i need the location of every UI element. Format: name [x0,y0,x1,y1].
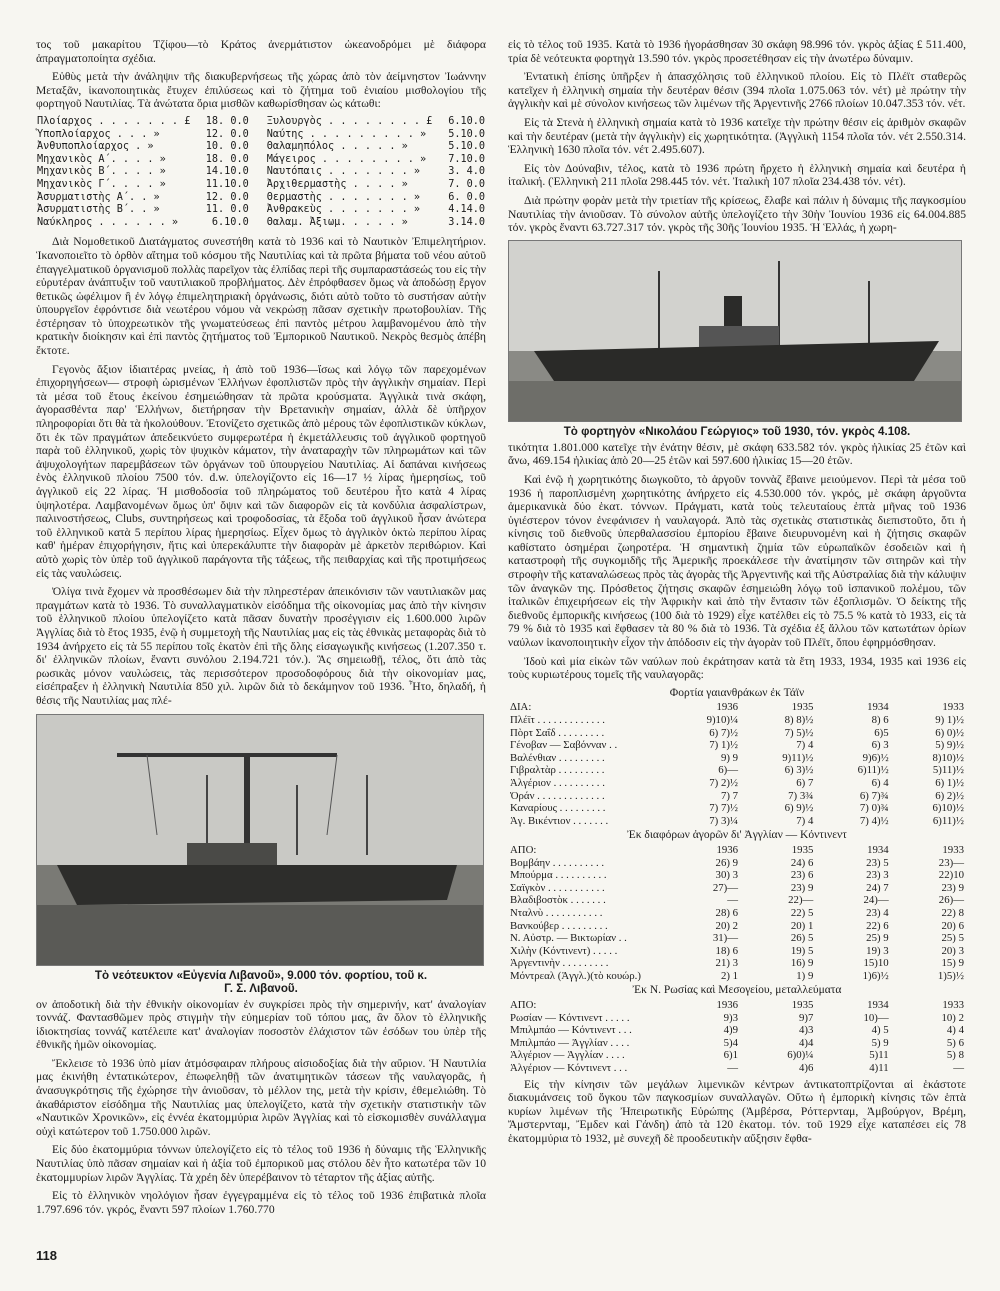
page-number: 118 [36,1248,57,1263]
wage-role: Μηχανικὸς Γ΄. . . . » [37,178,166,190]
rate-row [508,1037,966,1050]
photo-eugenia-livanou [36,714,484,966]
rate-value: 9)6)½ [862,751,889,764]
rate-route: Βανκούβερ . . . . . . . . . [510,919,608,932]
paragraph: Ἔκλεισε τὸ 1936 ὑπὸ μίαν ἀτμόσφαιραν πλήρους αἰσιοδοξίας διὰ τὴν αὔριον. Ἡ Ναυτιλία μας ἐκινήθη ἐντατικώτερον, ἐπωφεληθῇ τῶν ἀνατιμητικῶν τάσεων τῆς ναυλαγορᾶς, ἡ ἀνασυγκρότησις τῆς ἐχώρησε τὴν ἀνιοῦσαν, τὸ μέλλον της, μετὰ τὴν κρίσιν, ἐθεμελιώθη. Τὸ ἀκαθάριστον εἰσόδημα τῆς Ναυτιλίας μας ὑπελογίζετο, κατὰ τὴν σχετικὴν στατιστικὴν τῶν «Ναυτικῶν Χρονικῶν», εἰς ἐννέα ἑκατομμύρια λιρῶν Ἀγγλίας καὶ τὸ εἰσκομισθὲν συνάλλαγμα οὐχὶ κατώτερον τοῦ 1.750.000 λιρῶν. [36,1056,486,1138]
rate-value: 5) 8 [946,1049,964,1062]
year-header: 1935 [791,999,814,1012]
wage-role: Μηχανικὸς Β΄. . . . » [37,166,166,178]
rate-value: 23) 6 [790,869,814,882]
rate-value: 1) 9 [796,969,814,982]
year-header: 1933 [942,999,964,1012]
rate-value: 9)11)½ [782,751,814,764]
rate-route: Ὀράν . . . . . . . . . . . . . [510,789,605,802]
ore-rates-table [508,999,966,1075]
paragraph: Εἰς τὰ Στενὰ ἡ ἑλληνικὴ σημαία κατὰ τὸ 1936 κατεῖχε τὴν πρώτην θέσιν εἰς ἀριθμὸν σκαφῶν καὶ τὴν δευτέραν (μετὰ τὴν ἀγγλικὴν) εἰς χωρητικότητα. (Ἀγγλικὴ 1154 πλοῖα τόν. νέτ 2.550.314. Ἑλληνικὴ 1630 πλοῖα τόν. νέτ 2.495.607). [508,115,966,157]
rate-value: 7) 4)½ [859,814,889,827]
rate-value: 4)6 [798,1062,814,1075]
rate-value: 7) 3)¼ [709,814,739,827]
paragraph: Εἰς τὸ ἑλληνικὸν νηολόγιον ἦσαν ἐγγεγραμμένα εἰς τὸ τέλος τοῦ 1936 ἐπιβατικὰ πλοῖα 1.797.696 τόν. γκρός, ἔναντι 597 πλοίων 1.760.770 [36,1189,486,1216]
rate-value: 6) 0)½ [935,726,964,739]
paragraph: τικότητα 1.801.000 κατεῖχε τὴν ἐνάτην θέσιν, μὲ σκάφη 633.582 τόν. γκρὸς ἡλικίας 25 ἐτῶν καὶ ἄνω, 469.154 ἡλικίας ἀπὸ 20—25 ἐτῶν καὶ 597.600 ἡλικίας 15—20 ἐτῶν. [508,440,966,468]
rate-value: 19) 5 [790,944,814,957]
rate-value: 7) 7)½ [709,802,739,815]
rate-row [508,752,966,765]
rate-route: Ἀγ. Βικέντιον . . . . . . . [510,814,609,827]
rate-route: Γιβραλτὰρ . . . . . . . . . [510,764,605,777]
wage-row [36,116,486,129]
rate-value: 10)— [863,1011,889,1024]
rate-value: 6)1 [723,1049,739,1062]
rates-section-title: Ἐκ Ν. Ρωσίας καὶ Μεσογείου, μεταλλεύματα [632,984,842,997]
wage-role: Πλοίαρχος . . . . . . . £ [37,115,191,127]
rate-value: 7) 2)½ [709,776,739,789]
rate-row [508,815,966,828]
rate-route: Μόντρεαλ (Ἀγγλ.)(τὸ κουώρ.) [510,969,641,982]
wage-amount: 3.14.0 [448,216,485,228]
paragraph: ον ἀποδοτικὴ διὰ τὴν ἐθνικὴν οἰκονομίαν ἐν συγκρίσει πρὸς τὴν σημερινήν, κατ' ἀναλογίαν τοννάζ. Φαντασθῶμεν πρὸς στιγμὴν τὴν εὐημερίαν τοῦ τόπου μας, ἂν ὅλον τὸ ἑλληνικῆς ἰδιοκτησίας τοννάζ κατέλειπε κατ' ἀναλογίαν ποσοστὸν ἐλάχιστον τῶν ἐσόδων του ὑπὲρ τῆς ἐθνικῆς ἡμῶν οἰκονομίας. [36,997,486,1052]
rate-route: Χιλὴν (Κόντινεντ) . . . . . [510,944,618,957]
wage-amount: 10. 0.0 [205,141,249,153]
rate-value: 6) 7 [796,776,814,789]
rates-head-label: ΑΠΟ: [510,999,537,1012]
rate-route: Πλέϊτ . . . . . . . . . . . . . [510,714,605,726]
paragraph: Εἰς δύο ἑκατομμύρια τόννων ὑπελογίζετο εἰς τὸ τέλος τοῦ 1936 ἡ δύναμις τῆς Ἑλληνικῆς Ναυτιλίας ὑπὸ πᾶσαν σημαίαν καὶ ἡ ἀξία τοῦ ἐμπορικοῦ μας στόλου δὲν ἦτο κατωτέρα τῶν 10 ἑκατομμυρίων λιρῶν Ἀγγλίας. Τὰ χρέη δὲν ὑπερέβαινον τὸ τέταρτον τῆς ἀξίας αὐτῆς. [36,1143,486,1184]
rate-value: 20) 1 [790,919,814,932]
year-header: 1936 [716,701,739,714]
photo-caption: Τὸ φορτηγὸν «Νικολάου Γεώργιος» τοῦ 1930, τόν. γκρὸς 4.108. [563,424,911,438]
year-header: 1935 [791,701,814,714]
rate-row [508,777,966,790]
rates-head-label: ΔΙΑ: [510,701,532,714]
rate-value: 30) 3 [715,869,739,882]
rate-value: 26) 9 [715,856,739,869]
rate-value: 9)7 [798,1011,814,1024]
rates-head-label: ΑΠΟ: [510,843,537,856]
rate-value: 9)3 [723,1011,739,1024]
rate-value: 23) 5 [866,856,889,869]
rate-route: Βομβάην . . . . . . . . . . [510,856,605,869]
rate-row [508,1012,966,1025]
rate-row [508,1024,966,1037]
rate-value: 4)9 [723,1024,739,1037]
rate-route: Ν. Αὐστρ. — Βικτωρίαν . . [510,932,627,945]
rate-value: 6) 2)½ [935,789,964,802]
rate-value: 6)11)½ [857,764,889,777]
rate-value: 23) 4 [866,906,889,919]
rate-value: 7) 4 [796,814,814,827]
year-header: 1933 [942,843,964,856]
left-column [36,38,486,1221]
rate-value: 10) 2 [941,1011,964,1024]
rate-route: Μπούρμα . . . . . . . . . . [510,869,607,882]
rate-value: 7) 0)¾ [859,802,889,815]
year-header: 1934 [867,843,889,856]
rate-value: 22)10 [938,869,964,882]
rate-value: — [727,1062,739,1075]
rate-value: 27)— [712,881,739,894]
rate-value: 5) 9)½ [935,739,964,752]
rate-value: 4)4 [798,1036,814,1049]
wage-role: Ἀνθρακεὺς . . . . . . . » [266,204,421,216]
paragraph: Εὐθὺς μετὰ τὴν ἀνάληψιν τῆς διακυβερνήσεως τῆς χώρας ἀπὸ τὸν ἀείμνηστον Ἰωάννην Μεταξᾶν, ἱκανοποιητικὰς ἔτυχεν ἐπιλύσεως καὶ τὸ ζήτημα τοῦ ἑνιαίου μισθολογίου τῆς φορτηγοῦ Ναυτιλίας. Τὰ ἀνώτατα ὅρια μισθῶν καθωρίσθησαν ὡς κάτωθι: [36,70,486,111]
wage-role: Ἀνθυποπλοίαρχος . » [37,141,154,153]
rate-value: 5) 6 [946,1036,964,1049]
rate-value: 6) 7)½ [709,726,739,739]
rate-row [508,1062,966,1075]
wage-amount: 18. 0.0 [205,153,249,165]
rate-route: Ἀλγέριον — Ἀγγλίαν . . . . [510,1049,625,1062]
rate-row [508,970,966,983]
rate-value: 23) 9 [941,881,964,894]
rate-route: Πὸρτ Σαΐδ . . . . . . . . . [510,726,605,739]
wage-amount: 12. 0.0 [205,191,249,203]
rate-value: 15)10 [863,957,889,970]
rate-route: Μπιλμπάο — Κόντινεντ . . . [510,1024,632,1037]
rate-value: 25) 9 [866,932,889,945]
rate-value: 7) 4 [796,739,814,752]
rate-row [508,907,966,920]
wage-row [36,166,486,179]
wage-row [36,192,486,205]
rate-value: 6)5 [874,726,889,739]
year-header: 1933 [942,701,964,714]
cargo-ship-image [509,241,961,421]
wage-role: Ναύκληρος . . . . . . » [37,216,179,228]
rate-route: Ρωσίαν — Κόντινεντ . . . . . [510,1011,630,1024]
rate-route: Καναρίους . . . . . . . . . [510,802,606,815]
wage-row [36,154,486,167]
rate-value: 15) 9 [941,957,964,970]
rate-value: 19) 3 [866,944,889,957]
wage-amount: 7.10.0 [448,153,485,165]
rate-value: — [727,894,739,907]
rate-value: 5)4 [723,1036,739,1049]
wage-amount: 6.10.0 [211,216,249,228]
rate-value: 2) 1 [720,969,739,982]
rate-route: Νταλνὺ . . . . . . . . . . . [510,906,603,919]
rate-value: 22) 8 [941,906,964,919]
rate-value: 24) 7 [866,881,889,894]
paragraph: Ὀλίγα τινὰ ἔχομεν νὰ προσθέσωμεν διὰ τὴν πληρεστέραν ἀπεικόνισιν τῶν ναυτιλιακῶν μας πραγμάτων κατὰ τὸ 1936. Τὸ συναλλαγματικὸν εἰσόδημα τῆς οἰκονομίας μας ἀπὸ τὴν κίνησιν τοῦ ἑλληνικοῦ πλοίου ὑπελογίζετο κατὰ πᾶσαν δυνατὴν προσέγγισιν εἰς 1.600.000 λιρῶν Ἀγγλίας διὰ τὸ ἔτος 1935, ἐνῷ ἡ συμμετοχὴ τῆς Ναυτιλίας μας εἰς τὰς ἐθνικὰς μεταφορὰς διὰ τὸ 1934 ἀνήρχετο εἰς τὰ 55 περίπου τοῖς ἑκατὸν ἐπὶ τῆς ὅλης εἰσαγωγικῆς κινήσεως (1.207.350 τ. δι' ἑλληνικῶν πλοίων, ἔναντι συνόλου 2.194.721 τόν.). Ἃς σημειωθῇ, τέλος, ὅτι ἀπὸ τὰς ρωσικὰς μόνον ναυλώσεις, τὰς περισσότερον προσοδοφόρους διὰ τὴν οἰκονομίαν μας, εἰσέπραξεν ἡ ἑλληνικὴ Ναυτιλία 850 χιλ. λιρῶν διὰ τὸ δεκάμηνον τοῦ 1936. Ἦτο, δηλαδή, ἡ θέσις τῆς Ναυτιλίας μας πλέ- [36,585,486,707]
rate-row [508,920,966,933]
year-header: 1934 [867,701,889,714]
rate-value: 7) 7 [720,789,739,802]
wage-amount: 6.10.0 [448,115,485,127]
rate-value: 7) 3¾ [788,789,814,802]
wage-amount: 6. 0.0 [448,191,485,203]
rate-route: Βλαδιβοστὸκ . . . . . . . [510,894,606,907]
rate-value: 6)11)½ [932,814,964,827]
rate-value: 4)3 [798,1024,814,1037]
rate-value: 23) 3 [866,869,889,882]
paragraph: εἰς τὸ τέλος τοῦ 1935. Κατὰ τὸ 1936 ἠγοράσθησαν 30 σκάφη 98.996 τόν. γκρὸς ἀξίας £ 511.400, τρία δὲ νεότευκτα φορτηγὰ 13.590 τόν. γκρὸς προσετέθησαν εἰς τὴν ἀνωτέρω δύναμιν. [508,38,966,65]
wage-amount: 12. 0.0 [205,128,249,140]
rate-route: Ἀργεντινὴν . . . . . . . . . [510,957,609,970]
rate-value: 4) 4 [946,1024,964,1037]
rate-value: 1)6)½ [862,969,889,982]
wage-role: Ξυλουργὸς . . . . . . . . £ [266,115,433,127]
rate-value: 6) 3 [871,739,889,752]
rate-value: 6) 7)¾ [859,789,889,802]
rate-value: 6)10)½ [932,802,964,815]
rate-row [508,857,966,870]
coal-rates-table [508,701,966,827]
wage-role: Μάγειρος . . . . . . . . » [266,153,427,165]
rate-value: 9) 1)½ [935,714,964,726]
rate-value: 6)0)¼ [787,1049,814,1062]
rate-route: Βαλένθιαν . . . . . . . . . [510,751,605,764]
wage-amount: 5.10.0 [448,128,485,140]
rate-value: 8) 8)½ [784,714,814,726]
wage-row [36,129,486,142]
rate-value: 24)— [863,894,889,907]
rate-value: 6) 9)½ [784,802,814,815]
rate-row [508,714,966,727]
rate-value: 9)10)¼ [706,714,739,726]
rate-row [508,802,966,815]
wage-row [36,217,486,230]
rate-value: 5)11 [869,1049,889,1062]
wage-role: Θαλαμ. Ἀξιωμ. . . . . » [266,216,408,228]
rate-value: 28) 6 [715,906,739,919]
wage-amount: 5.10.0 [448,141,485,153]
wage-role: Ἀρχιθερμαστὴς . . . . » [266,178,408,190]
year-header: 1936 [716,843,739,856]
various-rates-table [508,844,966,983]
rates-section-title: Ἐκ διαφόρων ἀγορῶν δι' Ἀγγλίαν — Κόντινεντ [627,829,847,842]
photo-nikolaou-georgios [508,240,962,422]
wage-amount: 14.10.0 [205,166,249,178]
rate-value: 4)11 [869,1062,889,1075]
paragraph: Εἰς τὸν Δούναβιν, τέλος, κατὰ τὸ 1936 πρώτη ἤρχετο ἡ ἑλληνικὴ σημαία καὶ δευτέρα ἡ ἰταλική. (Ἑλληνικὴ 211 πλοῖα 298.445 τόν. νέτ. Ἰταλικὴ 107 πλοῖα 234.438 τόν. νέτ). [508,161,966,189]
rate-value: 20) 2 [715,919,739,932]
rate-value: 25) 5 [941,932,964,945]
wage-role: Μηχανικὸς Α΄. . . . » [37,153,166,165]
rate-row [508,882,966,895]
rate-row [508,894,966,907]
rate-value: 7) 1)½ [709,739,739,752]
wage-role: Ὑποπλοίαρχος . . . » [37,128,160,140]
wage-amount: 11.10.0 [205,178,249,190]
rate-value: 22)— [788,894,814,907]
wage-role: Θαλαμηπόλος . . . . . » [266,141,408,153]
wage-row [36,141,486,154]
rate-value: — [953,1062,964,1075]
year-header: 1936 [716,999,739,1012]
paragraph: τος τοῦ μακαρίτου Τζίφου—τὸ Κράτος ἀνερμάτιστον ὠκεανοδρόμει μὲ διάφορα ἀπραγματοποίητα σχέδια. [36,38,486,65]
paragraph: Διὰ πρώτην φορὰν μετὰ τὴν τριετίαν τῆς κρίσεως, ἔλαβε καὶ πάλιν ἡ δύναμις τῆς παγκοσμίου Ναυτιλίας τὴν ἀνιοῦσαν. Τὸ σύνολον αὐτῆς ὑπελογίζετο τὴν 30ὴν Ἰουνίου 1936 εἰς 64.004.885 τόν. γκρὸς ἔναντι 63.727.317 τόν. γκρὸς τῆς 30ῆς Ἰουνίου 1935. Ἡ Ἑλλάς, ἡ χωρη- [508,193,966,235]
wage-amount: 11. 0.0 [205,204,249,216]
wage-role: Ἀσυρματιστὴς Β΄. . » [37,204,160,216]
rate-value: 21) 3 [715,957,739,970]
rate-row [508,739,966,752]
rate-row [508,1049,966,1062]
rate-value: 26)— [938,894,964,907]
year-header: 1935 [791,843,814,856]
photo-caption: Τὸ νεότευκτον «Εὐγενία Λιβανοῦ», 9.000 τόν. φορτίου, τοῦ κ. Γ. Σ. Λιβανοῦ. [94,968,428,995]
rate-value: 18) 6 [715,944,739,957]
paragraph: Εἰς τὴν κίνησιν τῶν μεγάλων λιμενικῶν κέντρων ἀντικατοπτρίζονται αἱ ἑκάστοτε διακυμάνσεις τοῦ ὄγκου τῶν παγκοσμίων συναλλαγῶν. Οὕτω ἡ ἐμπορικὴ κίνησις τῶν ἑπτὰ κυρίων λιμένων τῆς Ἠπειρωτικῆς Εὐρώπης (Ἀμβέρσα, Ρόττερνταμ, Ἀμβούργον, Βρέμη, Ἄμστερνταμ, Ἔμδεν καὶ Γάνδη) ἀπὸ τὰ 120 ἑκατομ. τόν. τοῦ 1929 εἶχε καταπέσει εἰς 78 ἑκατομμύρια τὸ 1932, μὲ συνεχῆ δὲ προοδευτικὴν αὔξησιν ἔφθα- [508,1077,966,1145]
right-column [508,38,966,1151]
rate-row [508,869,966,882]
paragraph: Ἰδοὺ καὶ μία εἰκὼν τῶν ναύλων ποὺ ἐκράτησαν κατὰ τὰ ἔτη 1933, 1934, 1935 καὶ 1936 εἰς τοὺς κυριωτέρους τομεῖς τῆς ναυλαγορᾶς: [508,654,966,682]
rates-section-title: Φορτία γαιανθράκων ἐκ Τάϊν [669,686,805,699]
rate-route: Μπιλμπάο — Ἀγγλίαν . . . . [510,1036,630,1049]
rate-row [508,764,966,777]
rate-value: 23) 9 [790,881,814,894]
rate-value: 16) 9 [790,957,814,970]
rate-route: Ἀλγέριον . . . . . . . . . . [510,776,605,789]
paragraph: Ἐντατικὴ ἐπίσης ὑπῆρξεν ἡ ἀπασχόλησις τοῦ ἑλληνικοῦ πλοίου. Εἰς τὸ Πλέϊτ σταθερῶς κατεῖχεν ἡ ἑλληνικὴ σημαία τὴν δευτέραν θέσιν (394 πλοῖα 1.075.063 τόν. νέτ) μὲ πρώτην τὴν ἀγγλικὴν καὶ μὲ σύνολον κινήσεως τῶν λιμένων τῆς Ἀργεντινῆς 2766 πλοίων 10.047.353 τόν. νέτ. [508,70,966,111]
rate-value: 5)11)½ [932,764,964,777]
rate-value: 20) 3 [941,944,964,957]
wage-row [36,204,486,217]
rate-row [508,790,966,803]
rate-value: 8)10)½ [932,751,964,764]
rate-value: 9) 9 [720,751,739,764]
rate-value: 26) 5 [790,932,814,945]
rate-value: 6)— [718,764,739,777]
rate-value: 1)5)½ [937,969,964,982]
year-header: 1934 [867,999,889,1012]
wage-role: Ἀσυρματιστὴς Α΄. . » [37,191,160,203]
rate-value: 4) 5 [871,1024,889,1037]
rate-value: 31)— [712,932,739,945]
wage-amount: 7. 0.0 [448,178,485,190]
rate-route: Σαϊγκὸν . . . . . . . . . . . [510,881,605,894]
rate-value: 22) 6 [866,919,889,932]
rate-row [508,945,966,958]
wage-role: Ναυτόπαις . . . . . . . » [266,166,421,178]
wages-table [36,116,486,229]
rate-route: Γένοβαν — Σαβόνναν . . [510,739,618,752]
rate-value: 23)— [938,856,964,869]
rate-value: 6) 4 [871,776,889,789]
wage-role: Θερμαστὴς . . . . . . . » [266,191,421,203]
rate-row [508,957,966,970]
wage-role: Ναύτης . . . . . . . . . » [266,128,427,140]
rate-row [508,727,966,740]
paragraph: Γεγονὸς ἄξιον ἰδιαιτέρας μνείας, ἡ ἀπὸ τοῦ 1936—ἴσως καὶ λόγῳ τῶν παρεχομένων ἐπιχορηγήσεων— στροφὴ ὡρισμένων Ἑλλήνων ἐφοπλιστῶν πρὸς τὴν ἀγγλικὴν σημαίαν. Περὶ τὰ μέσα τοῦ ἔτους ἐκείνου ἐσημειώθησαν τὰ πρῶτα κρούσματα. Ἀγγλικὰ τινὰ σκάφη, ἀγορασθέντα παρ' Ἑλλήνων, διετήρησαν τὴν Βρετανικὴν σημαίαν, ἀλλὰ δὲ ὑπῆρχον πληροφορίαι ὅτι θὰ τὰ ἠκολούθουν. Ἐτονίζετο σχετικῶς ἀπὸ μέρους τῶν ἐφοπλιστικῶν κύκλων, ὅτι ἐκ τῶν πραγμάτων ἀπεδεικνύετο συμφερωτέρα ἡ ἐκμετάλλευσις τοῦ ἀγγλικοῦ φορτηγοῦ παρὰ τοῦ ἑλληνικοῦ, χωρὶς τὸν ψυχικὸν κάματον, τὴν ἀναταραχὴν τῶν πληρωμάτων καὶ τῶν ἀψυχολογήτων παρεμβάσεων τῶν ὀργάνων τοῦ ὑπουργείου Ναυτιλίας. Αἱ δαπάναι κινήσεως ἑνὸς ἑλληνικοῦ πλοίου 7500 τόν. d.w. ὑπελογίζοντο εἰς 16—17 ½ λίρας ἡμερησίως, τοῦ ἀγγλικοῦ εἰς 22 λίρας. Ἡ μισθοδοσία τοῦ πληρώματος τοῦ δευτέρου ἦτο κατὰ 4 λίρας ὑψηλοτέρα. Λαμβανομένων ὅμως ὑπ' ὄψιν καὶ τῶν διαφορῶν εἰς τὰ κονδύλια ἀσφαλίστρων, παλινοστήσεως, Clubs, συντηρήσεως καὶ τροφοδοσίας, τὰ ἔξοδα τοῦ ἀγγλικοῦ ἦσαν ἀνώτερα τοῦ ἑλληνικοῦ κατὰ 5 περίπου λίρας ἡμερησίως. Εἶχεν ὅμως τὸ ἀγγλικὸν ὀκτὼ περίπου λίρας καθ' ἡμέραν ἐπιχορήγησιν, ἥτις καὶ ὑπερεκάλυπτε τὴν διαφορὰν μὲ ἀρκετὸν περιθώριον. Καὶ αὐτὸ χωρὶς τὸν ὑπὲρ τοῦ ἀγγλικοῦ παράγοντα τῆς τάξεως, τῆς πειθαρχίας καὶ τῆς προτιμήσεως εἰς τὰς ναυλώσεις. [36,362,486,580]
rate-value: 24) 6 [790,856,814,869]
rate-value: 5) 9 [871,1036,889,1049]
rate-route: Ἀλγέριον — Κόντινεντ . . . [510,1062,628,1075]
wage-amount: 3. 4.0 [448,166,485,178]
paragraph: Καὶ ἐνῷ ἡ χωρητικότης διωγκοῦτο, τὸ ἀργοῦν τοννὰζ ἔβαινε μειούμενον. Περὶ τὰ μέσα τοῦ 1936 ἡ παροπλισμένη χωρητικότης ἀνήρχετο εἰς 4.530.000 τόν. γκρός, μὲ σκάφη ἀργοῦντα ἀμερικανικὰ δύο ἑκατ. τόννων. Πράγματι, κατὰ τοὺς τελευταίους ἑπτὰ μῆνας τοῦ 1936 ὑγιέστερον τόνον ἐνεφάνισεν ἡ ναυλαγορά. Ἀπὸ τὰς σχετικὰς στατιστικὰς διεπιστοῦτο, ὅτι ἡ κίνησις τοῦ διεθνοῦς ὑπερθαλασσίου ἐμπορίου ἔβαινε διευρυνομένη καὶ ἡ ζήτησις σκαφῶν καθίστατο ὀσημέραι ζωηροτέρα. Ἡ σημαντικὴ ζημία τῶν εὐρωπαϊκῶν ἐσοδειῶν καὶ ἡ καταστροφὴ τῆς συγκομιδῆς τῆς Ἀμερικῆς προεκάλεσε τὴν ἀνατίμησιν τῶν σιτηρῶν καὶ τὴν στροφὴν τῆς καταναλώσεως πρὸς τὰς ἀγορὰς τῆς Ἀργεντινῆς καὶ τῆς Αὐστραλίας διὰ τὴν κάλυψιν τῶν ἀναγκῶν της. Πρόσθετος ζήτησις σκαφῶν ἐσημειώθη λόγῳ τοῦ ἱσπανικοῦ πολέμου, τῶν ἰταλικῶν ἐπιχειρήσεων εἰς τὴν Ἀφρικὴν καὶ ἀπὸ τὴν ἔντασιν τῶν ἐξοπλισμῶν. Ὁ δείκτης τῆς διεθνοῦς ἐμπορικῆς κινήσεως (100 διὰ τὸ 1929) εἶχε κατέλθει εἰς τὸ 75.5 % κατὰ τὸ 1933, εἰς τὰ 79 % διὰ τὸ 1935 καὶ ἔφθασεν τὰ 80 % διὰ τὸ 1936. Τὰ σχέδια ἐξ ἄλλου τῶν κατωτάτων ὁρίων ναύλων ἱκανοποιητικὴν εἶχον τὴν ἀπόδοσιν εἰς τὴν ἀγορὰν τοῦ Πλέϊτ, ὅπου ἐφηρμόσθησαν. [508,472,967,650]
wage-amount: 18. 0.0 [205,115,249,127]
paragraph: Διὰ Νομοθετικοῦ Διατάγματος συνεστήθη κατὰ τὸ 1936 καὶ τὸ Ναυτικὸν Ἐπιμελητήριον. Ἱκανοποιεῖτο τὸ ὀρθὸν αἴτημα τοῦ κόσμου τῆς Ναυτιλίας καὶ τὰ πρῶτα βήματα τοῦ νέου αὐτοῦ ἐπαγγελματικοῦ ὀργανισμοῦ πολλὰς παρεῖχον τὰς ἐλπίδας περὶ τῆς συμπαραστάσεώς του εἰς τὴν εὐρυτέραν ἀνάπτυξιν τοῦ ναυτιλιακοῦ προβλήματος. Δὲν ἐπρόφθασεν ὅμως νὰ ἀποδώσῃ ἔργον θετικῶς ὠφέλιμον ἢ ἐν λόγῳ ἐπιμελητηριακὴ ὀργάνωσις, διότι αὐτὸ τοῦτο τὸ συστήσαν αὐτὴν ὑπουργεῖον ἐφρόντισε διὰ νεωτέρου νόμου νὰ νεκρώσῃ πᾶσαν σχετικὴν πρωτοβουλίαν. Τῆς ἐστέρησαν τὸ ὑποχρεωτικὸν τῆς γνωματεύσεως ἐπὶ παντὸς μέτρου λαμβανομένου ἀπὸ τὴν κρατικὴν διοίκησιν καὶ ἐπὶ παντὸς ζητήματος τοῦ Ἐμπορικοῦ Ναυτικοῦ. Νεκρὸς θεσμὸς ἀπέβη ἔκτοτε. [36,235,486,358]
rate-value: 8) 6 [871,714,889,726]
rate-row [508,932,966,945]
wage-row [36,179,486,192]
ship-under-crane-image [37,715,483,965]
rate-value: 6) 1)½ [935,776,964,789]
rate-value: 20) 6 [941,919,964,932]
rate-value: 6) 3)½ [784,764,814,777]
wage-amount: 4.14.0 [448,204,485,216]
rate-value: 22) 5 [790,906,814,919]
rate-value: 7) 5)½ [784,726,814,739]
